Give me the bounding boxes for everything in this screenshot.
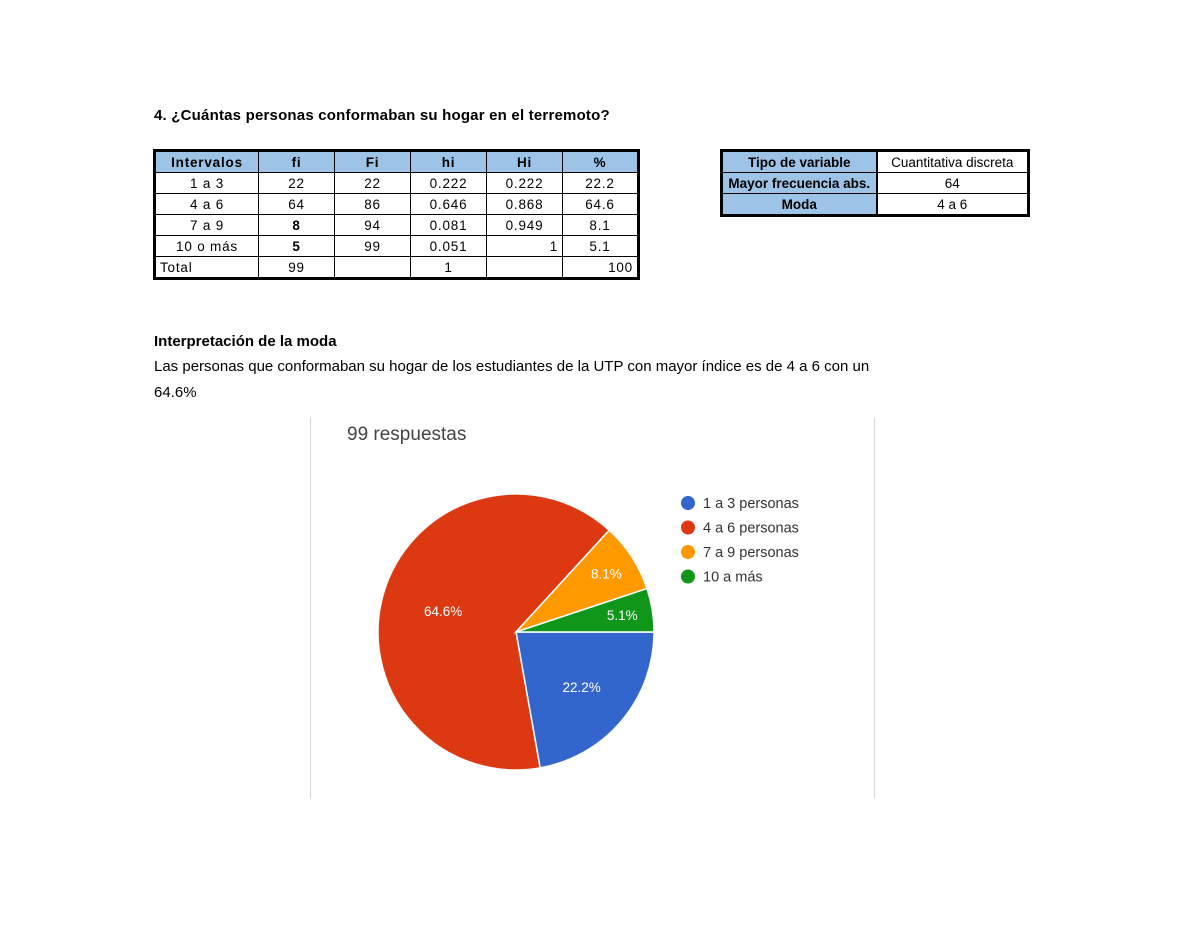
cell: 86: [335, 194, 411, 215]
legend-label-3: 7 a 9 personas: [703, 545, 799, 561]
cell: 0.646: [411, 194, 487, 215]
legend-swatch-4: [681, 570, 695, 584]
summary-value: Cuantitativa discreta: [877, 151, 1029, 173]
slice-label-3: 8.1%: [590, 566, 622, 582]
question-title: 4. ¿Cuántas personas conformaban su hogar en el terremoto?: [154, 107, 610, 124]
header-percent: %: [563, 151, 639, 173]
cell: 1: [411, 257, 487, 279]
header-hi: hi: [411, 151, 487, 173]
cell: 0.051: [411, 236, 487, 257]
cell: 5: [259, 236, 335, 257]
summary-value: 4 a 6: [877, 194, 1029, 216]
chart-title: 99 respuestas: [347, 424, 467, 445]
cell: 7 a 9: [155, 215, 259, 236]
cell: 0.222: [411, 173, 487, 194]
cell: 1 a 3: [155, 173, 259, 194]
legend-label-4: 10 a más: [703, 569, 763, 586]
legend-swatch-3: [681, 545, 695, 559]
cell: 22: [259, 173, 335, 194]
slice-label-1: 22.2%: [562, 679, 601, 695]
summary-label: Mayor frecuencia abs.: [722, 173, 877, 194]
cell: 100: [563, 257, 639, 279]
header-Fi-cumulative: Fi: [335, 151, 411, 173]
header-fi: fi: [259, 151, 335, 173]
cell: 94: [335, 215, 411, 236]
cell: 0.081: [411, 215, 487, 236]
interpretation-text: Las personas que conformaban su hogar de los estudiantes de la UTP con mayor índice es de 4 a 6 con un 64.6%: [154, 358, 870, 401]
cell: 22.2: [563, 173, 639, 194]
summary-value: 64: [877, 173, 1029, 194]
cell: 8: [259, 215, 335, 236]
cell: 64.6: [563, 194, 639, 215]
cell: 99: [335, 236, 411, 257]
cell: 22: [335, 173, 411, 194]
cell: 5.1: [563, 236, 639, 257]
cell: 0.222: [487, 173, 563, 194]
cell: 0.868: [487, 194, 563, 215]
slice-label-4: 5.1%: [606, 607, 638, 623]
cell: 0.949: [487, 215, 563, 236]
summary-label: Moda: [722, 194, 877, 216]
legend-label-2: 4 a 6 personas: [703, 520, 799, 537]
cell: 64: [259, 194, 335, 215]
cell: 8.1: [563, 215, 639, 236]
cell: 99: [259, 257, 335, 279]
interpretation-title: Interpretación de la moda: [154, 333, 337, 350]
slice-label-2: 64.6%: [423, 603, 463, 619]
cell: 4 a 6: [155, 194, 259, 215]
cell: 10 o más: [155, 236, 259, 257]
legend-swatch-1: [681, 496, 695, 510]
summary-label: Tipo de variable: [722, 151, 877, 173]
header-intervalos: Intervalos: [155, 151, 259, 173]
cell: 1: [487, 236, 563, 257]
header-Hi-cumulative: Hi: [487, 151, 563, 173]
legend-swatch-2: [681, 521, 695, 535]
legend-label-1: 1 a 3 personas: [703, 496, 799, 512]
cell: Total: [155, 257, 259, 279]
